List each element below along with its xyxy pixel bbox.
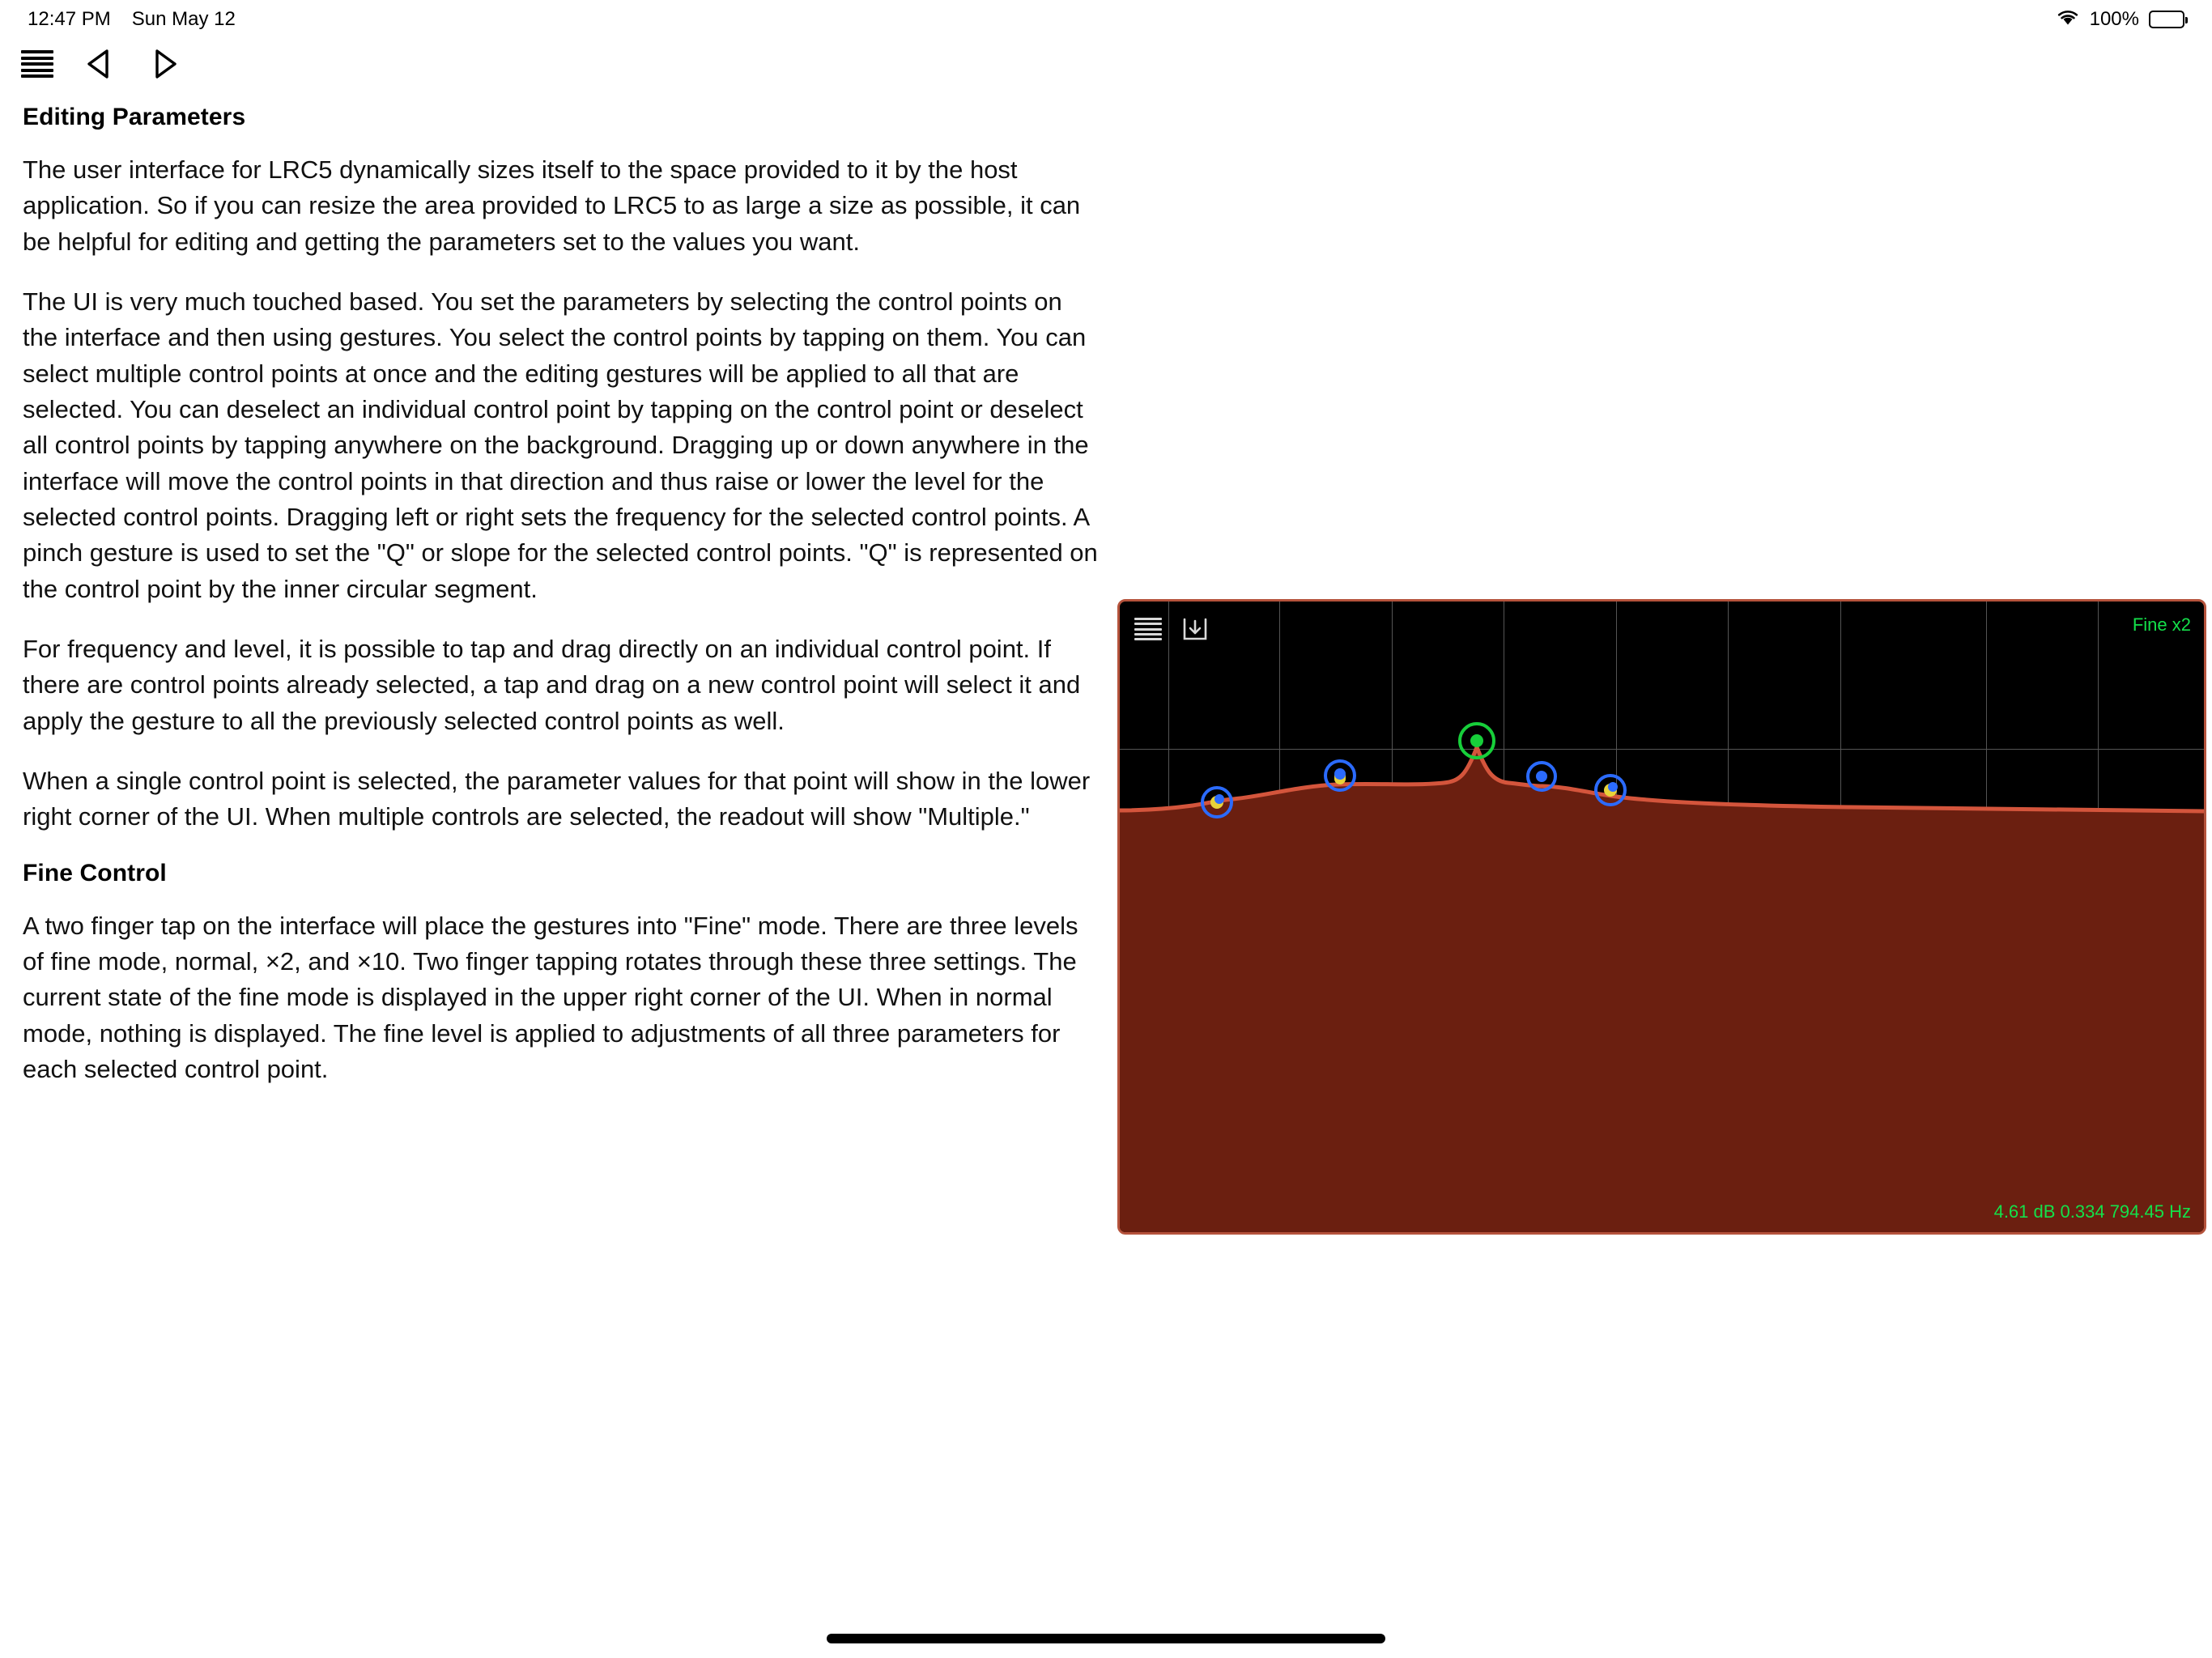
control-point-1-dot xyxy=(1214,794,1224,804)
status-time: 12:47 PM xyxy=(28,8,111,30)
previous-page-icon[interactable] xyxy=(81,45,118,83)
document-content xyxy=(0,104,2212,1222)
eq-curve xyxy=(1120,602,2204,1232)
home-indicator[interactable] xyxy=(827,1634,1385,1643)
section-heading-fine-control: Fine Control xyxy=(23,859,167,886)
save-preset-icon[interactable] xyxy=(1181,616,1209,642)
paragraph: The UI is very much touched based. You set the parameters by selecting the control points on the interface and then using gestures. You select the control points by tapping on them. You can select multiple control points at once and the editing gestures will be applied to all that are selected. You can deselect an individual control point by tapping on the control point or deselect all control points by tapping anywhere on the background. Dragging up or down anywhere in the interface will move the control points in that direction and thus raise or lower the level for the selected control points. Dragging left or right sets the frequency for the selected control points. A pinch gesture is used to set the "Q" or slope for the selected control points. "Q" is represented on the control point by the inner circular segment. xyxy=(23,287,1098,603)
hamburger-menu-icon[interactable] xyxy=(21,50,53,78)
battery-percent: 100% xyxy=(2089,8,2139,30)
text-column xyxy=(23,104,1112,1087)
status-date: Sun May 12 xyxy=(131,8,236,30)
battery-icon xyxy=(2149,11,2184,28)
next-page-icon[interactable] xyxy=(146,45,183,83)
eq-graph-area[interactable] xyxy=(1120,602,2204,1232)
control-point-3-dot xyxy=(1470,734,1483,747)
wifi-icon xyxy=(2056,8,2080,32)
parameter-readout: 4.61 dB 0.334 794.45 Hz xyxy=(1993,1201,2191,1222)
fine-mode-label: Fine x2 xyxy=(2132,614,2191,635)
control-point-2-dot xyxy=(1334,768,1346,780)
status-bar xyxy=(0,0,2212,39)
hamburger-menu-icon[interactable] xyxy=(1134,618,1162,640)
control-point-4-dot xyxy=(1536,771,1547,782)
paragraph: For frequency and level, it is possible to tap and drag directly on an individual control point. If there are control points already selected, a tap and drag on a new control point will select it and apply the gesture to all the previously selected control points as well. xyxy=(23,634,1081,735)
control-point-5-dot xyxy=(1608,782,1618,792)
eq-screenshot-panel xyxy=(1117,599,2206,1235)
section-heading-editing-parameters: Editing Parameters xyxy=(23,104,246,130)
paragraph: A two finger tap on the interface will place the gestures into "Fine" mode. There are three levels of fine mode, normal, ×2, and ×10. Two finger tapping rotates through these three settings. The current state of the fine mode is displayed in the upper right corner of the UI. When in normal mode, nothing is displayed. The fine level is applied to adjustments of all three parameters for each selected control point. xyxy=(23,911,1078,1083)
paragraph: When a single control point is selected, the parameter values for that point will show in the lower right corner of the UI. When multiple controls are selected, the readout will show "Multiple." xyxy=(23,766,1091,831)
paragraph: The user interface for LRC5 dynamically sizes itself to the space provided to it by the host application. So if you can resize the area provided to LRC5 to as large a size as possible, it can be helpful for editing and getting the parameters set to the values you want. xyxy=(23,155,1081,256)
document-toolbar xyxy=(0,39,2212,89)
